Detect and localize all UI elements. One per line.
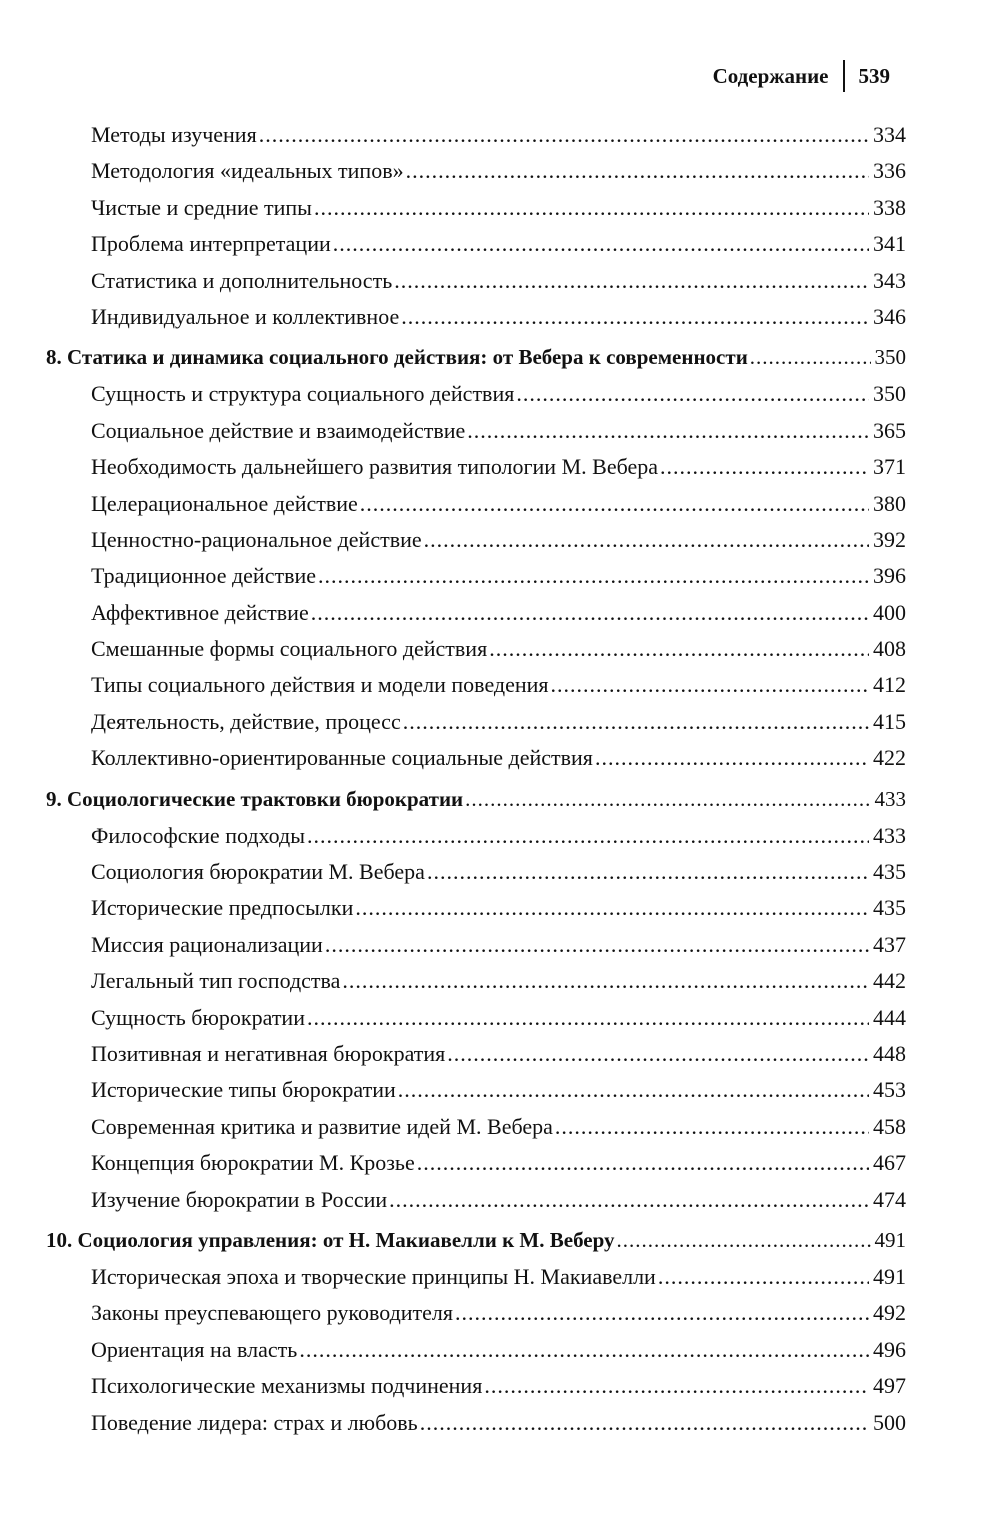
toc-section-entry[interactable] <box>46 558 906 594</box>
toc-entry-page: 437 <box>873 931 906 957</box>
toc-entry-title: Деятельность, действие, процесс <box>91 708 401 734</box>
dot-leader <box>750 339 871 376</box>
page-number: 539 <box>858 63 890 88</box>
toc-chapter-entry[interactable] <box>46 339 906 376</box>
toc-entry-page: 365 <box>873 417 906 443</box>
section-title: Содержание <box>712 63 829 88</box>
dot-leader <box>342 963 869 999</box>
dot-leader <box>398 1072 869 1108</box>
toc-section-entry[interactable] <box>46 486 906 522</box>
dot-leader <box>307 818 869 854</box>
toc-entry-title: Сущность и структура социального действия <box>91 381 515 407</box>
toc-section-entry[interactable] <box>46 413 906 449</box>
dot-leader <box>401 299 869 335</box>
dot-leader <box>394 263 869 299</box>
toc-section-entry[interactable] <box>46 376 906 412</box>
toc-entry-page: 442 <box>873 968 906 994</box>
toc-entry-title: Современная критика и развитие идей М. Вебера <box>91 1113 553 1139</box>
toc-entry-page: 408 <box>873 636 906 662</box>
toc-entry-title: 9. Социологические трактовки бюрократии <box>46 786 464 811</box>
toc-section-entry[interactable] <box>46 1182 906 1218</box>
dot-leader <box>447 1036 869 1072</box>
toc-section-entry[interactable] <box>46 449 906 485</box>
toc-entry-title: Методы изучения <box>91 122 257 147</box>
toc-section-entry[interactable] <box>46 704 906 740</box>
toc-entry-title: Аффективное действие <box>91 599 309 625</box>
toc-entry-title: Исторические предпосылки <box>91 895 354 921</box>
toc-entry-title: Изучение бюрократии в России <box>91 1186 388 1212</box>
dot-leader <box>427 854 869 890</box>
dot-leader <box>333 226 869 262</box>
dot-leader <box>489 631 869 667</box>
toc-entry-page: 380 <box>873 490 906 516</box>
toc-section-entry[interactable] <box>46 1332 906 1368</box>
toc-section-entry[interactable] <box>46 1072 906 1108</box>
toc-section-entry[interactable] <box>46 263 906 299</box>
toc-section-entry[interactable] <box>46 522 906 558</box>
dot-leader <box>467 413 869 449</box>
toc-entry-title: Исторические типы бюрократии <box>91 1077 396 1103</box>
dot-leader <box>403 704 869 740</box>
toc-chapter-entry[interactable] <box>46 1222 906 1259</box>
toc-entry-page: 422 <box>873 745 906 771</box>
toc-section-entry[interactable] <box>46 190 906 226</box>
toc-section-entry[interactable] <box>46 927 906 963</box>
toc-section-entry[interactable] <box>46 1109 906 1145</box>
toc-section-entry[interactable] <box>46 818 906 854</box>
toc-entry-page: 350 <box>874 345 906 370</box>
toc-entry-page: 338 <box>873 194 906 220</box>
toc-entry-title: Ориентация на власть <box>91 1336 298 1362</box>
dot-leader <box>389 1182 869 1218</box>
toc-entry-page: 491 <box>874 1227 906 1252</box>
toc-entry-page: 336 <box>873 158 906 184</box>
toc-entry-page: 474 <box>873 1186 906 1212</box>
toc-entry-title: Типы социального действия и модели поведения <box>91 672 549 698</box>
toc-entry-page: 415 <box>873 708 906 734</box>
toc-entry-page: 396 <box>873 563 906 589</box>
toc-section-entry[interactable] <box>46 963 906 999</box>
toc-section-entry[interactable] <box>46 226 906 262</box>
toc-entry-page: 500 <box>873 1409 906 1435</box>
dot-leader <box>311 595 869 631</box>
toc-entry-page: 435 <box>873 895 906 921</box>
dot-leader <box>406 153 869 189</box>
header-divider <box>843 60 845 92</box>
dot-leader <box>595 740 869 776</box>
toc-entry-page: 453 <box>873 1077 906 1103</box>
toc-section-entry[interactable] <box>46 1368 906 1404</box>
toc-entry-page: 400 <box>873 599 906 625</box>
toc-section-entry[interactable] <box>46 854 906 890</box>
toc-entry-page: 343 <box>873 267 906 293</box>
toc-entry-page: 350 <box>873 381 906 407</box>
toc-entry-title: Легальный тип господства <box>91 968 341 994</box>
dot-leader <box>658 1259 869 1295</box>
toc-entry-title: 8. Статика и динамика социального действия: от Вебера к современности <box>46 345 748 370</box>
toc-entry-page: 458 <box>873 1113 906 1139</box>
toc-entry-title: Целерациональное действие <box>91 490 358 516</box>
toc-entry-title: Смешанные формы социального действия <box>91 636 488 662</box>
toc-entry-title: Позитивная и негативная бюрократия <box>91 1040 446 1066</box>
dot-leader <box>551 667 869 703</box>
dot-leader <box>307 1000 869 1036</box>
toc-entry-page: 433 <box>873 822 906 848</box>
toc-section-entry[interactable] <box>46 595 906 631</box>
toc-entry-page: 433 <box>874 786 906 811</box>
toc-entry-title: Сущность бюрократии <box>91 1004 305 1030</box>
dot-leader <box>314 190 869 226</box>
toc-entry-title: Проблема интерпретации <box>91 231 331 257</box>
toc-entry-title: Философские подходы <box>91 822 306 848</box>
toc-section-entry[interactable] <box>46 1036 906 1072</box>
toc-entry-page: 341 <box>873 231 906 257</box>
toc-section-entry[interactable] <box>46 117 906 153</box>
dot-leader <box>424 522 869 558</box>
toc-entry-page: 346 <box>873 303 906 329</box>
toc-section-entry[interactable] <box>46 740 906 776</box>
toc-section-entry[interactable] <box>46 153 906 189</box>
toc-section-entry[interactable] <box>46 890 906 926</box>
dot-leader <box>360 486 869 522</box>
toc-section-entry[interactable] <box>46 1405 906 1441</box>
table-of-contents <box>46 117 906 1441</box>
toc-entry-page: 334 <box>873 122 906 147</box>
toc-entry-title: Ценностно-рациональное действие <box>91 526 422 552</box>
dot-leader <box>465 781 870 818</box>
toc-entry-title: Методология «идеальных типов» <box>91 158 404 184</box>
toc-entry-title: Психологические механизмы подчинения <box>91 1373 483 1399</box>
toc-entry-title: Миссия рационализации <box>91 931 323 957</box>
toc-entry-title: Коллективно-ориентированные социальные действия <box>91 745 593 771</box>
toc-entry-title: Необходимость дальнейшего развития типологии М. Вебера <box>91 454 659 480</box>
toc-section-entry[interactable] <box>46 1259 906 1295</box>
toc-entry-page: 371 <box>873 454 906 480</box>
toc-entry-page: 492 <box>873 1300 906 1326</box>
dot-leader <box>455 1295 869 1331</box>
toc-entry-page: 448 <box>873 1040 906 1066</box>
toc-section-entry[interactable] <box>46 667 906 703</box>
toc-entry-page: 444 <box>873 1004 906 1030</box>
toc-entry-title: Статистика и дополнительность <box>91 267 393 293</box>
toc-entry-title: Историческая эпоха и творческие принципы Н. Макиавелли <box>91 1263 656 1289</box>
toc-section-entry[interactable] <box>46 299 906 335</box>
dot-leader <box>660 449 869 485</box>
toc-entry-title: Индивидуальное и коллективное <box>91 303 400 329</box>
toc-entry-page: 412 <box>873 672 906 698</box>
toc-entry-page: 467 <box>873 1150 906 1176</box>
running-header <box>713 56 890 96</box>
toc-entry-page: 496 <box>873 1336 906 1362</box>
toc-chapter-entry[interactable] <box>46 781 906 818</box>
toc-entry-title: 10. Социология управления: от Н. Макиавелли к М. Веберу <box>46 1227 615 1252</box>
toc-entry-title: Социальное действие и взаимодействие <box>91 417 466 443</box>
dot-leader <box>259 117 869 153</box>
toc-entry-title: Концепция бюрократии М. Крозье <box>91 1150 415 1176</box>
dot-leader <box>299 1332 869 1368</box>
dot-leader <box>484 1368 869 1404</box>
toc-section-entry[interactable] <box>46 1000 906 1036</box>
toc-entry-title: Поведение лидера: страх и любовь <box>91 1409 418 1435</box>
dot-leader <box>355 890 869 926</box>
toc-entry-title: Социология бюрократии М. Вебера <box>91 859 425 885</box>
dot-leader <box>516 376 869 412</box>
dot-leader <box>325 927 869 963</box>
toc-section-entry[interactable] <box>46 1295 906 1331</box>
toc-entry-title: Законы преуспевающего руководителя <box>91 1300 454 1326</box>
dot-leader <box>318 558 869 594</box>
dot-leader <box>555 1109 869 1145</box>
toc-entry-page: 497 <box>873 1373 906 1399</box>
dot-leader <box>420 1405 869 1441</box>
toc-entry-page: 435 <box>873 859 906 885</box>
toc-entry-page: 392 <box>873 526 906 552</box>
toc-entry-title: Традиционное действие <box>91 563 316 589</box>
toc-section-entry[interactable] <box>46 631 906 667</box>
dot-leader <box>417 1145 869 1181</box>
toc-entry-title: Чистые и средние типы <box>91 194 312 220</box>
dot-leader <box>617 1222 871 1259</box>
toc-section-entry[interactable] <box>46 1145 906 1181</box>
toc-entry-page: 491 <box>873 1263 906 1289</box>
